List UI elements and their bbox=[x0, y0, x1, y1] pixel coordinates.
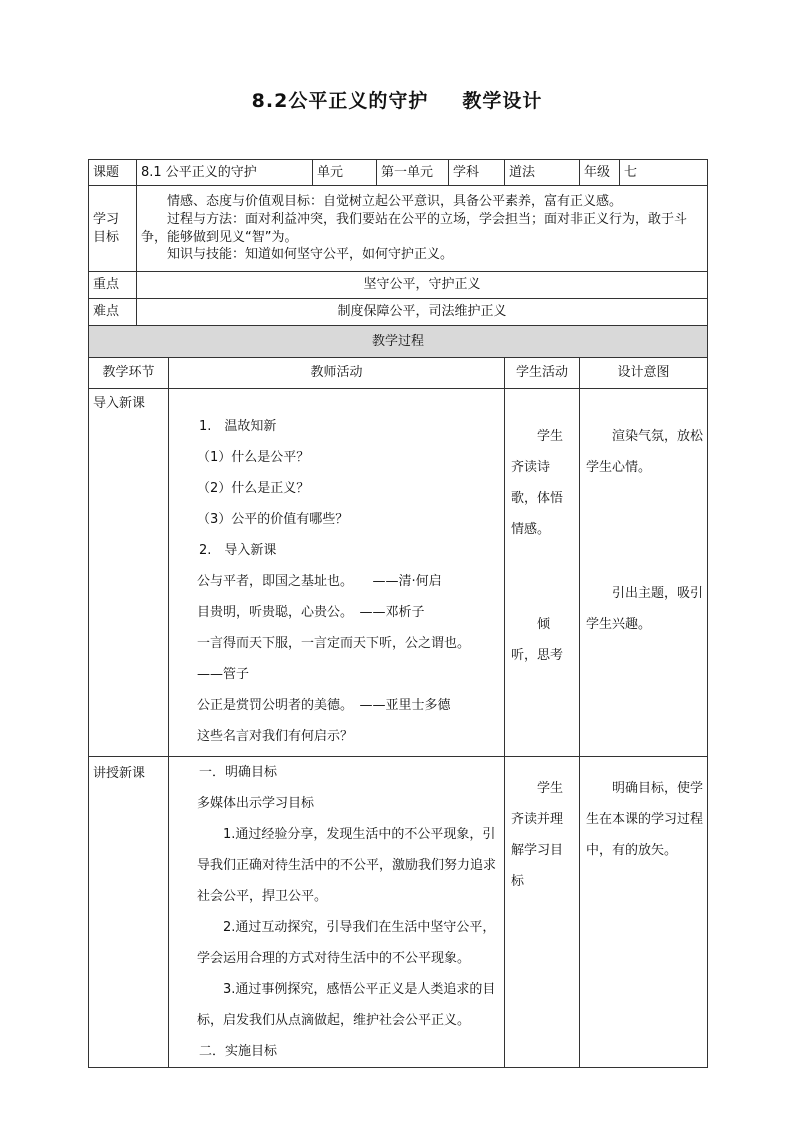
intro-line-new: 2. 导入新课 bbox=[199, 543, 277, 558]
col-design-header: 设计意图 bbox=[580, 358, 708, 389]
intro-design-intent bbox=[580, 389, 708, 757]
intro-quote-3-source: ——管子 bbox=[197, 667, 250, 682]
lesson-goal-2: 2.通过互动探究，引导我们在生活中坚守公平，学会运用合理的方式对待生活中的不公平现象。 bbox=[197, 920, 496, 966]
intro-question: 这些名言对我们有何启示？ bbox=[197, 729, 354, 744]
goals-label-line1: 学习 bbox=[93, 211, 120, 227]
goal-line-emotion: 情感、态度与价值观目标：自觉树立起公平意识，具备公平素养，富有正义感。 bbox=[167, 194, 623, 210]
intro-design-1: 渲染气氛，放松学生心情。 bbox=[586, 429, 704, 475]
document-title bbox=[0, 86, 794, 113]
subject-label: 学科 bbox=[449, 160, 505, 186]
intro-student-activity bbox=[505, 389, 580, 757]
lesson-line-implement: 二．实施目标 bbox=[199, 1044, 278, 1059]
unit-label: 单元 bbox=[313, 160, 377, 186]
lesson-teacher-activity bbox=[169, 757, 505, 1068]
col-student-header: 学生活动 bbox=[505, 358, 580, 389]
goal-line-knowledge: 知识与技能：知道如何坚守公平，如何守护正义。 bbox=[167, 247, 454, 263]
lesson-goal-3: 3.通过事例探究，感悟公平正义是人类追求的目标，启发我们从点滴做起，维护社会公平正义。 bbox=[197, 982, 496, 1028]
lesson-design-intent bbox=[580, 757, 708, 1068]
process-heading: 教学过程 bbox=[89, 326, 708, 358]
intro-line-q1: （1）什么是公平？ bbox=[197, 450, 310, 465]
intro-line-q2: （2）什么是正义？ bbox=[197, 481, 310, 496]
intro-line-q3: （3）公平的价值有哪些？ bbox=[197, 512, 349, 527]
lesson-plan-table bbox=[88, 159, 708, 1068]
grade-label: 年级 bbox=[580, 160, 620, 186]
subject-value: 道法 bbox=[505, 160, 580, 186]
intro-line-review: 1. 温故知新 bbox=[199, 419, 277, 434]
col-teacher-header: 教师活动 bbox=[169, 358, 505, 389]
difficulty-label: 难点 bbox=[89, 299, 137, 326]
process-header-row bbox=[89, 358, 708, 389]
intro-teacher-activity bbox=[169, 389, 505, 757]
lesson-row bbox=[89, 757, 708, 1068]
intro-stage: 导入新课 bbox=[89, 389, 169, 757]
unit-value: 第一单元 bbox=[377, 160, 449, 186]
key-point-row bbox=[89, 272, 708, 299]
intro-quote-1: 公与平者，即国之基址也。 ——清·何启 bbox=[197, 574, 442, 589]
lesson-student-1: 学生齐读并理解学习目标 bbox=[511, 781, 564, 889]
grade-value: 七 bbox=[620, 160, 708, 186]
intro-quote-3: 一言得而天下服，一言定而天下听，公之谓也。 bbox=[197, 636, 471, 651]
goals-label-line2: 目标 bbox=[93, 229, 120, 245]
lesson-design-1: 明确目标，使学生在本课的学习过程中，有的放矢。 bbox=[586, 781, 704, 858]
lesson-student-activity bbox=[505, 757, 580, 1068]
lesson-stage: 讲授新课 bbox=[89, 757, 169, 1068]
topic-label: 课题 bbox=[89, 160, 137, 186]
goal-line-process: 过程与方法：面对利益冲突，我们要站在公平的立场，学会担当；面对非正义行为，敢于斗争，能够做到见义“智”为。 bbox=[141, 211, 688, 245]
intro-quote-4: 公正是赏罚公明者的美德。 ——亚里士多德 bbox=[197, 698, 451, 713]
intro-student-1: 学生齐读诗歌，体悟情感。 bbox=[511, 429, 564, 537]
goals-label bbox=[89, 186, 137, 272]
difficulty-row bbox=[89, 299, 708, 326]
lesson-goal-1: 1.通过经验分享，发现生活中的不公平现象，引导我们正确对待生活中的不公平，激励我们努力追求社会公平，捍卫公平。 bbox=[197, 827, 497, 904]
title-main: 8.2公平正义的守护 bbox=[251, 90, 429, 112]
col-stage-header: 教学环节 bbox=[89, 358, 169, 389]
goals-row bbox=[89, 186, 708, 272]
intro-row bbox=[89, 389, 708, 757]
lesson-line-goal-heading: 一．明确目标 bbox=[199, 765, 278, 780]
intro-design-2: 引出主题，吸引学生兴趣。 bbox=[586, 586, 704, 632]
difficulty-value: 制度保障公平，司法维护正义 bbox=[137, 299, 708, 326]
key-point-value: 坚守公平，守护正义 bbox=[137, 272, 708, 299]
info-row bbox=[89, 160, 708, 186]
intro-student-2: 倾听，思考 bbox=[511, 617, 564, 663]
title-suffix: 教学设计 bbox=[462, 90, 543, 112]
lesson-line-multimedia: 多媒体出示学习目标 bbox=[197, 796, 315, 811]
topic-value: 8.1 公平正义的守护 bbox=[137, 160, 313, 186]
process-heading-row bbox=[89, 326, 708, 358]
intro-quote-2: 目贵明，听贵聪，心贵公。 ——邓析子 bbox=[197, 605, 425, 620]
key-point-label: 重点 bbox=[89, 272, 137, 299]
goals-content bbox=[137, 186, 708, 272]
